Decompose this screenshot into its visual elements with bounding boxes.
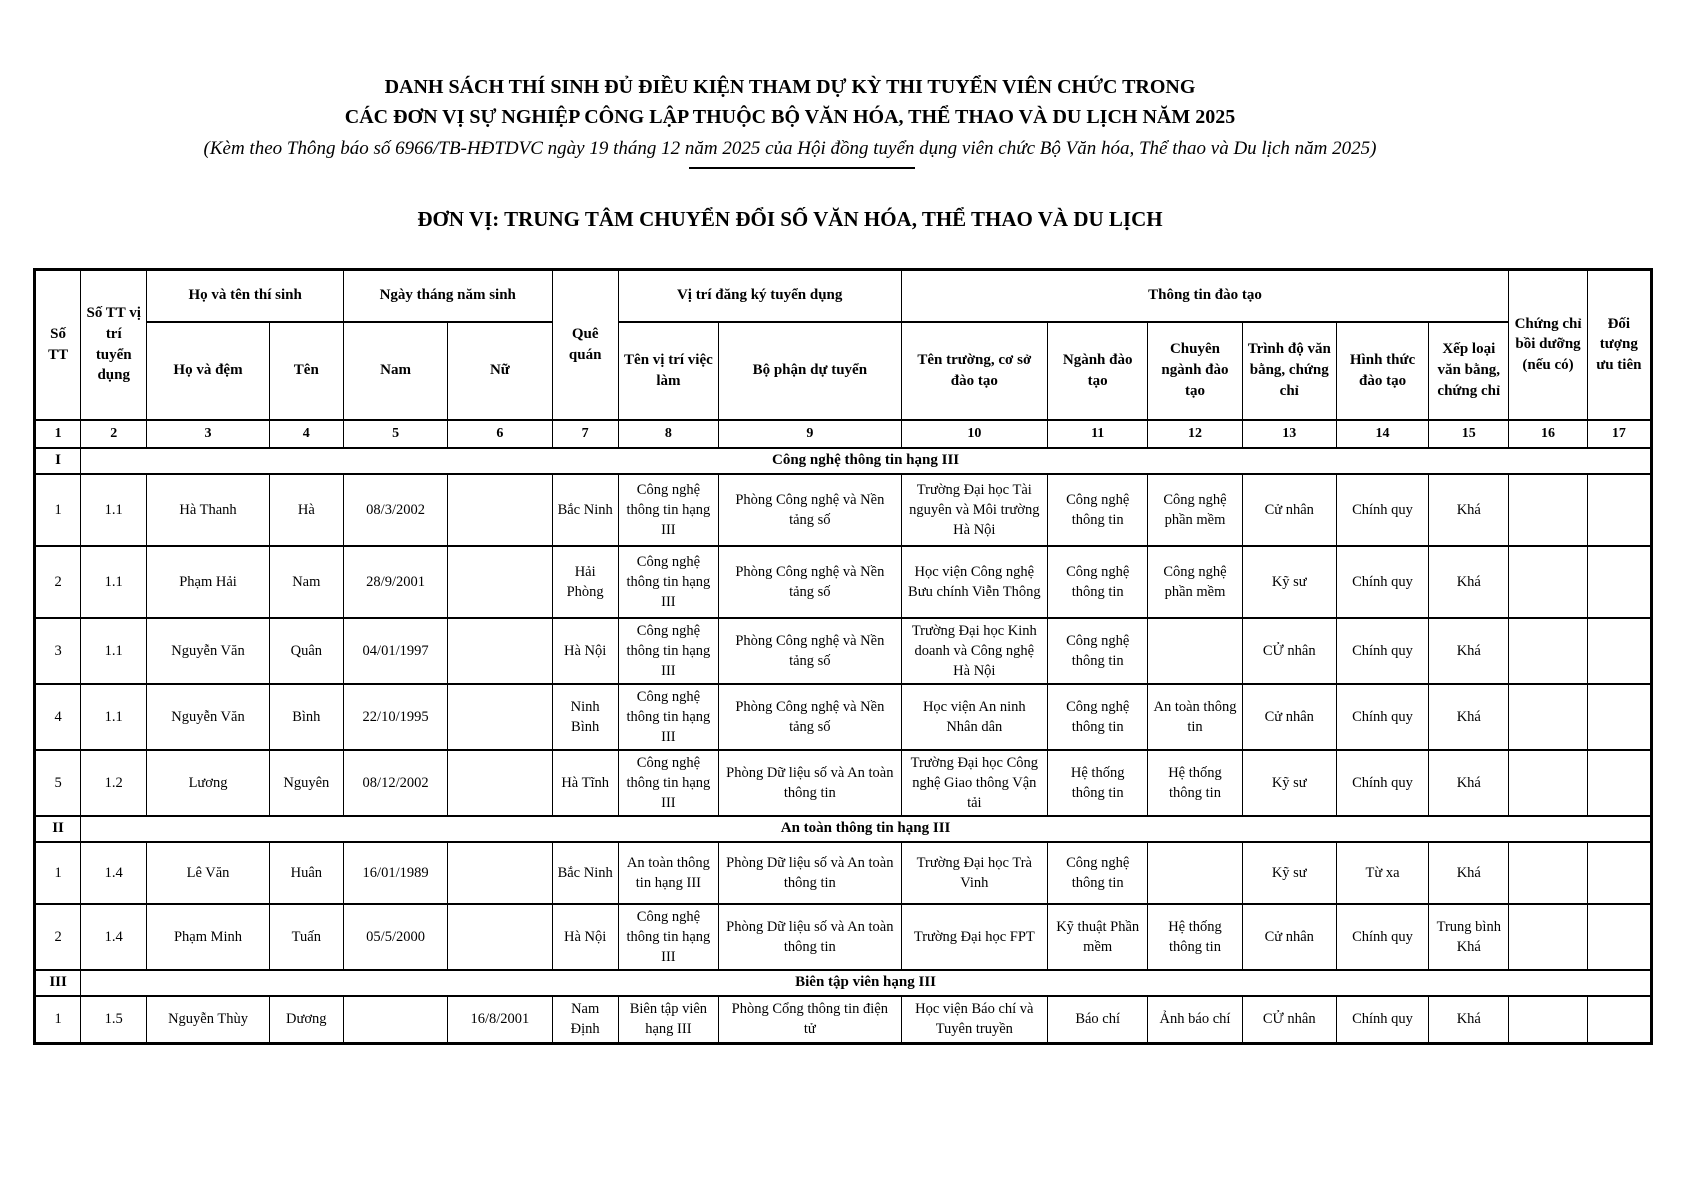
- column-number: 4: [269, 420, 343, 448]
- table-cell: Nam Định: [552, 996, 618, 1044]
- table-cell: Hà Thanh: [147, 474, 269, 546]
- table-cell: Dương: [269, 996, 343, 1044]
- column-number: 2: [81, 420, 147, 448]
- table-cell: Biên tập viên hạng III: [618, 996, 718, 1044]
- table-cell: Huân: [269, 842, 343, 904]
- table-cell: Phòng Công nghệ và Nền tảng số: [719, 684, 902, 750]
- table-cell: 2: [35, 546, 81, 618]
- table-cell: An toàn thông tin hạng III: [618, 842, 718, 904]
- column-numbers-row: [35, 420, 1652, 448]
- table-cell: Phòng Cổng thông tin điện tử: [719, 996, 902, 1044]
- section-numeral: II: [35, 816, 81, 842]
- table-cell: 1: [35, 996, 81, 1044]
- table-cell: [343, 996, 447, 1044]
- table-cell: Trường Đại học FPT: [901, 904, 1047, 970]
- table-cell: Bắc Ninh: [552, 842, 618, 904]
- table-cell: [448, 842, 552, 904]
- table-cell: Công nghệ thông tin: [1048, 618, 1148, 684]
- table-cell: Hệ thống thông tin: [1148, 904, 1242, 970]
- table-cell: [1148, 842, 1242, 904]
- column-number: 12: [1148, 420, 1242, 448]
- col-header-nu: Nữ: [448, 322, 552, 420]
- table-cell: Trường Đại học Kinh doanh và Công nghệ Hà Nội: [901, 618, 1047, 684]
- table-cell: Trường Đại học Tài nguyên và Môi trường Hà Nội: [901, 474, 1047, 546]
- column-number: 5: [343, 420, 447, 448]
- table-cell: Chính quy: [1336, 684, 1428, 750]
- column-number: 16: [1509, 420, 1587, 448]
- table-cell: Trường Đại học Trà Vinh: [901, 842, 1047, 904]
- table-row: [35, 996, 1652, 1044]
- section-row: [35, 970, 1652, 996]
- table-cell: Cử nhân: [1242, 904, 1336, 970]
- table-cell: Bình: [269, 684, 343, 750]
- table-cell: Chính quy: [1336, 474, 1428, 546]
- col-header-nam: Nam: [343, 322, 447, 420]
- table-cell: [448, 618, 552, 684]
- table-cell: Trường Đại học Công nghệ Giao thông Vận tải: [901, 750, 1047, 816]
- table-cell: 1.4: [81, 904, 147, 970]
- document-subtitle: (Kèm theo Thông báo số 6966/TB-HĐTDVC ngày 19 tháng 12 năm 2025 của Hội đồng tuyển dụng viên chức Bộ Văn hóa, Thể thao và Du lịch năm 2025): [203, 138, 1377, 159]
- table-cell: 1.1: [81, 474, 147, 546]
- table-cell: [1509, 546, 1587, 618]
- table-cell: Kỹ sư: [1242, 546, 1336, 618]
- table-cell: [1587, 474, 1651, 546]
- table-cell: 1.2: [81, 750, 147, 816]
- table-cell: [1148, 618, 1242, 684]
- table-cell: Chính quy: [1336, 618, 1428, 684]
- column-number: 9: [719, 420, 902, 448]
- column-number: 15: [1429, 420, 1509, 448]
- table-cell: 28/9/2001: [343, 546, 447, 618]
- table-cell: Hải Phòng: [552, 546, 618, 618]
- table-cell: [1587, 750, 1651, 816]
- table-row: [35, 842, 1652, 904]
- document-heading: [0, 0, 1580, 232]
- table-cell: Học viện Công nghệ Bưu chính Viễn Thông: [901, 546, 1047, 618]
- table-cell: Nguyên: [269, 750, 343, 816]
- table-cell: Hà: [269, 474, 343, 546]
- table-cell: Tuấn: [269, 904, 343, 970]
- table-cell: 1.4: [81, 842, 147, 904]
- table-row: [35, 474, 1652, 546]
- table-cell: Công nghệ thông tin hạng III: [618, 618, 718, 684]
- table-cell: Hà Nội: [552, 904, 618, 970]
- table-cell: [1587, 618, 1651, 684]
- table-cell: 08/3/2002: [343, 474, 447, 546]
- column-number: 8: [618, 420, 718, 448]
- title-line-2: CÁC ĐƠN VỊ SỰ NGHIỆP CÔNG LẬP THUỘC BỘ VĂN HÓA, THỂ THAO VÀ DU LỊCH NĂM 2025: [344, 106, 1236, 128]
- table-cell: Công nghệ phần mềm: [1148, 474, 1242, 546]
- col-group-vi-tri: Vị trí đăng ký tuyển dụng: [618, 270, 901, 322]
- table-cell: Khá: [1429, 618, 1509, 684]
- title-line-1: DANH SÁCH THÍ SINH ĐỦ ĐIỀU KIỆN THAM DỰ KỲ THI TUYỂN VIÊN CHỨC TRONG: [384, 76, 1196, 98]
- table-cell: [1587, 996, 1651, 1044]
- table-cell: [448, 474, 552, 546]
- table-row: [35, 904, 1652, 970]
- table-cell: CỬ nhân: [1242, 996, 1336, 1044]
- table-cell: Chính quy: [1336, 904, 1428, 970]
- table-cell: Khá: [1429, 842, 1509, 904]
- section-numeral: I: [35, 448, 81, 474]
- table-cell: [448, 904, 552, 970]
- table-cell: Bắc Ninh: [552, 474, 618, 546]
- col-group-ngay-sinh: Ngày tháng năm sinh: [343, 270, 552, 322]
- table-cell: Hệ thống thông tin: [1148, 750, 1242, 816]
- table-cell: 1: [35, 842, 81, 904]
- column-number: 13: [1242, 420, 1336, 448]
- col-header-so-tt: Số TT: [35, 270, 81, 420]
- table-cell: [1509, 842, 1587, 904]
- table-cell: [1509, 996, 1587, 1044]
- table-cell: Hà Nội: [552, 618, 618, 684]
- table-cell: Nguyễn Văn: [147, 684, 269, 750]
- table-cell: Khá: [1429, 546, 1509, 618]
- table-cell: Khá: [1429, 750, 1509, 816]
- column-number: 1: [35, 420, 81, 448]
- table-cell: 22/10/1995: [343, 684, 447, 750]
- table-cell: [448, 684, 552, 750]
- table-cell: 4: [35, 684, 81, 750]
- table-row: [35, 618, 1652, 684]
- table-row: [35, 546, 1652, 618]
- header-sub-row: [35, 322, 1652, 420]
- table-cell: [448, 546, 552, 618]
- col-header-nganh: Ngành đào tạo: [1048, 322, 1148, 420]
- table-cell: [1587, 842, 1651, 904]
- section-title: An toàn thông tin hạng III: [81, 816, 1652, 842]
- section-row: [35, 816, 1652, 842]
- table-cell: 1: [35, 474, 81, 546]
- col-header-so-tt-vi-tri: Số TT vị trí tuyển dụng: [81, 270, 147, 420]
- table-cell: [1587, 904, 1651, 970]
- column-number: 10: [901, 420, 1047, 448]
- table-cell: 16/8/2001: [448, 996, 552, 1044]
- table-cell: 5: [35, 750, 81, 816]
- table-cell: Phạm Hải: [147, 546, 269, 618]
- table-cell: Chính quy: [1336, 996, 1428, 1044]
- table-cell: Ảnh báo chí: [1148, 996, 1242, 1044]
- table-cell: Phạm Minh: [147, 904, 269, 970]
- table-cell: Phòng Dữ liệu số và An toàn thông tin: [719, 842, 902, 904]
- column-number: 7: [552, 420, 618, 448]
- table-cell: Chính quy: [1336, 750, 1428, 816]
- table-row: [35, 750, 1652, 816]
- table-cell: Báo chí: [1048, 996, 1148, 1044]
- col-header-ten-vi-tri: Tên vị trí việc làm: [618, 322, 718, 420]
- table-cell: 04/01/1997: [343, 618, 447, 684]
- section-title: Biên tập viên hạng III: [81, 970, 1652, 996]
- table-cell: Công nghệ thông tin hạng III: [618, 750, 718, 816]
- table-cell: An toàn thông tin: [1148, 684, 1242, 750]
- table-cell: Phòng Công nghệ và Nền tảng số: [719, 474, 902, 546]
- table-cell: Nam: [269, 546, 343, 618]
- table-cell: Từ xa: [1336, 842, 1428, 904]
- table-cell: Cử nhân: [1242, 474, 1336, 546]
- column-number: 17: [1587, 420, 1651, 448]
- col-header-chung-chi: Chứng chỉ bồi dưỡng (nếu có): [1509, 270, 1587, 420]
- col-group-thong-tin-dao-tao: Thông tin đào tạo: [901, 270, 1509, 322]
- table-cell: Công nghệ thông tin hạng III: [618, 474, 718, 546]
- table-cell: Phòng Dữ liệu số và An toàn thông tin: [719, 750, 902, 816]
- table-cell: [1509, 904, 1587, 970]
- table-header: [35, 270, 1652, 448]
- table-cell: Lương: [147, 750, 269, 816]
- table-cell: 08/12/2002: [343, 750, 447, 816]
- table-cell: Chính quy: [1336, 546, 1428, 618]
- unit-title: ĐƠN VỊ: TRUNG TÂM CHUYỂN ĐỔI SỐ VĂN HÓA, THỂ THAO VÀ DU LỊCH: [417, 207, 1163, 231]
- table-cell: Phòng Công nghệ và Nền tảng số: [719, 618, 902, 684]
- subtitle-underline: [689, 167, 915, 169]
- table-cell: [1509, 750, 1587, 816]
- col-header-hinh-thuc: Hình thức đào tạo: [1336, 322, 1428, 420]
- table-cell: 1.1: [81, 684, 147, 750]
- table-cell: 1.1: [81, 618, 147, 684]
- table-cell: Khá: [1429, 474, 1509, 546]
- table-cell: Học viện Báo chí và Tuyên truyền: [901, 996, 1047, 1044]
- col-header-que-quan: Quê quán: [552, 270, 618, 420]
- table-cell: Công nghệ thông tin: [1048, 474, 1148, 546]
- col-header-doi-tuong: Đối tượng ưu tiên: [1587, 270, 1651, 420]
- table-cell: Phòng Dữ liệu số và An toàn thông tin: [719, 904, 902, 970]
- table-cell: CỬ nhân: [1242, 618, 1336, 684]
- col-header-ho-dem: Họ và đệm: [147, 322, 269, 420]
- table-cell: Công nghệ thông tin hạng III: [618, 546, 718, 618]
- table-cell: Phòng Công nghệ và Nền tảng số: [719, 546, 902, 618]
- col-header-ten: Tên: [269, 322, 343, 420]
- table-body: [35, 448, 1652, 1044]
- table-cell: Kỹ thuật Phần mềm: [1048, 904, 1148, 970]
- table-cell: Khá: [1429, 996, 1509, 1044]
- table-cell: Công nghệ thông tin: [1048, 842, 1148, 904]
- section-numeral: III: [35, 970, 81, 996]
- table-cell: Ninh Bình: [552, 684, 618, 750]
- table-cell: Công nghệ phần mềm: [1148, 546, 1242, 618]
- table-cell: Khá: [1429, 684, 1509, 750]
- candidates-table: [33, 268, 1653, 1045]
- section-title: Công nghệ thông tin hạng III: [81, 448, 1652, 474]
- column-number: 14: [1336, 420, 1428, 448]
- column-number: 11: [1048, 420, 1148, 448]
- column-number: 3: [147, 420, 269, 448]
- table-cell: Kỹ sư: [1242, 842, 1336, 904]
- table-cell: [448, 750, 552, 816]
- col-group-ho-ten: Họ và tên thí sinh: [147, 270, 344, 322]
- table-cell: 16/01/1989: [343, 842, 447, 904]
- table-cell: [1587, 546, 1651, 618]
- col-header-trinh-do: Trình độ văn bằng, chứng chỉ: [1242, 322, 1336, 420]
- table-cell: Hệ thống thông tin: [1048, 750, 1148, 816]
- table-cell: Công nghệ thông tin: [1048, 684, 1148, 750]
- table-cell: [1509, 618, 1587, 684]
- table-cell: 05/5/2000: [343, 904, 447, 970]
- col-header-chuyen-nganh: Chuyên ngành đào tạo: [1148, 322, 1242, 420]
- col-header-truong: Tên trường, cơ sở đào tạo: [901, 322, 1047, 420]
- column-number: 6: [448, 420, 552, 448]
- col-header-bo-phan: Bộ phận dự tuyển: [719, 322, 902, 420]
- table-cell: Nguyễn Văn: [147, 618, 269, 684]
- table-cell: Nguyễn Thùy: [147, 996, 269, 1044]
- table-cell: Lê Văn: [147, 842, 269, 904]
- header-group-row: [35, 270, 1652, 322]
- table-cell: Quân: [269, 618, 343, 684]
- table-cell: [1509, 684, 1587, 750]
- table-cell: Công nghệ thông tin: [1048, 546, 1148, 618]
- table-cell: 1.1: [81, 546, 147, 618]
- table-cell: Công nghệ thông tin hạng III: [618, 684, 718, 750]
- table-cell: 3: [35, 618, 81, 684]
- table-cell: Công nghệ thông tin hạng III: [618, 904, 718, 970]
- table-cell: Trung bình Khá: [1429, 904, 1509, 970]
- table-row: [35, 684, 1652, 750]
- table-cell: Học viện An ninh Nhân dân: [901, 684, 1047, 750]
- table-cell: 1.5: [81, 996, 147, 1044]
- table-cell: Hà Tĩnh: [552, 750, 618, 816]
- table-cell: [1587, 684, 1651, 750]
- col-header-xep-loai: Xếp loại văn bằng, chứng chỉ: [1429, 322, 1509, 420]
- table-cell: [1509, 474, 1587, 546]
- table-cell: Cử nhân: [1242, 684, 1336, 750]
- section-row: [35, 448, 1652, 474]
- table-cell: Kỹ sư: [1242, 750, 1336, 816]
- table-cell: 2: [35, 904, 81, 970]
